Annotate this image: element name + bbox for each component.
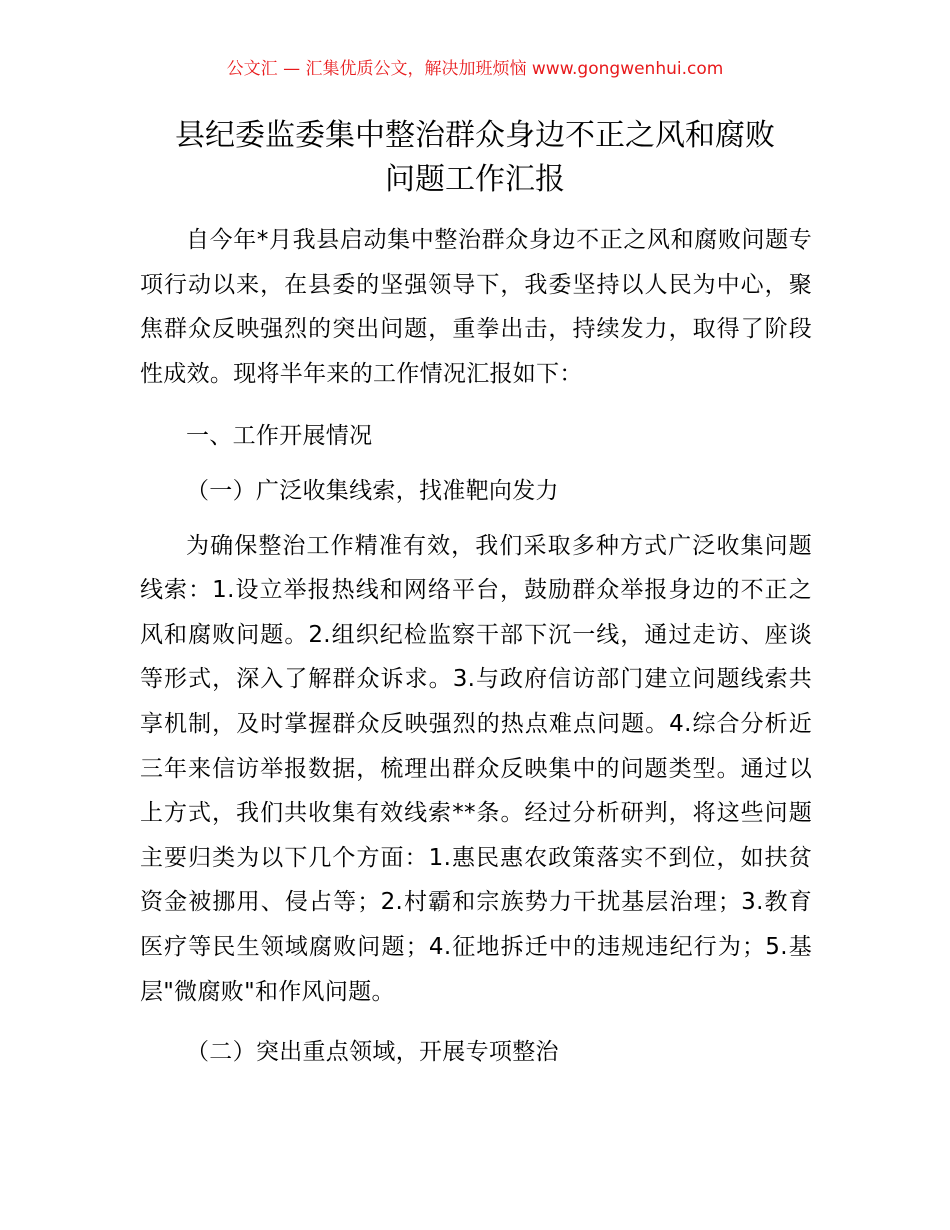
site-banner: 公文汇 — 汇集优质公文，解决加班烦恼 www.gongwenhui.com — [226, 59, 724, 79]
title-line-2: 问题工作汇报 — [385, 162, 565, 197]
section-heading-1: 一、工作开展情况 — [186, 423, 373, 450]
subsection-1-paragraph: 为确保整治工作精准有效，我们采取多种方式广泛收集问题线索：1.设立举报热线和网络平台，鼓励群众举报身边的不正之风和腐败问题。2.组织纪检监察干部下沉一线，通过走访、座谈等形式，深入了解群众诉求。3.与政府信访部门建立问题线索共享机制，及时掌握群众反映强烈的热点难点问题。4.综合分析近三年来信访举报数据，梳理出群众反映集中的问题类型。通过以上方式，我们共收集有效线索**条。经过分析研判，将这些问题主要归类为以下几个方面：1.惠民惠农政策落实不到位，如扶贫资金被挪用、侵占等；2.村霸和宗族势力干扰基层治理；3.教育医疗等民生领域腐败问题；4.征地拆迁中的违规违纪行为；5.基层"微腐败"和作风问题。 — [140, 532, 812, 1005]
title-line-1: 县纪委监委集中整治群众身边不正之风和腐败 — [175, 118, 775, 153]
document-body — [140, 218, 812, 1075]
subsection-heading-1: （一）广泛收集线索，找准靶向发力 — [186, 477, 559, 504]
subsection-heading-2: （二）突出重点领域，开展专项整治 — [186, 1039, 559, 1066]
intro-paragraph: 自今年*月我县启动集中整治群众身边不正之风和腐败问题专项行动以来，在县委的坚强领导下，我委坚持以人民为中心，聚焦群众反映强烈的突出问题，重拳出击，持续发力，取得了阶段性成效。现将半年来的工作情况汇报如下： — [140, 227, 812, 387]
document-title — [120, 114, 830, 202]
